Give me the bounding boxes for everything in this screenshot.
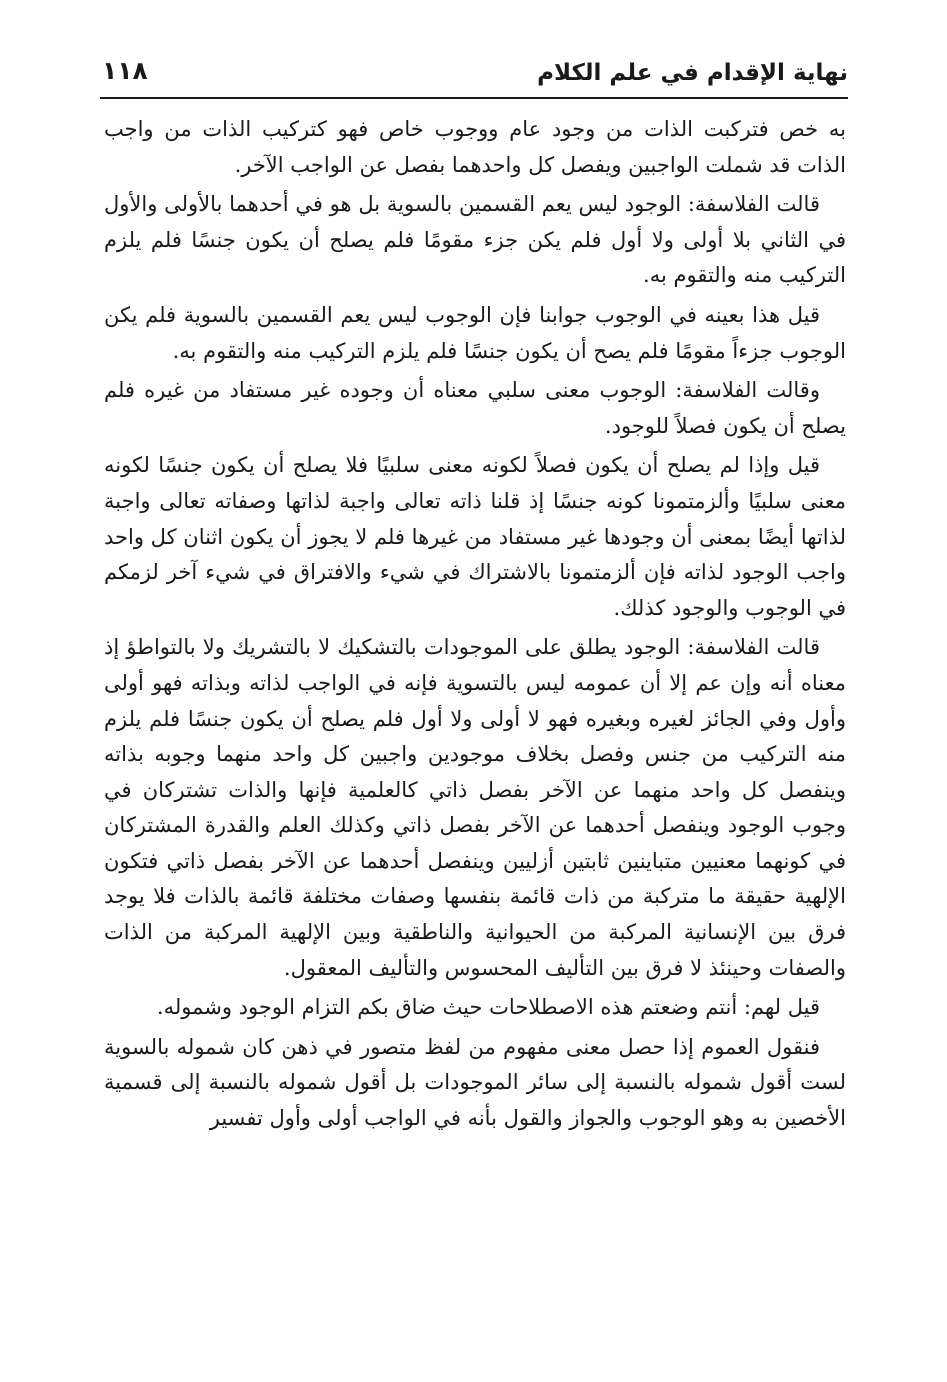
paragraph: قيل هذا بعينه في الوجوب جوابنا فإن الوجوب ليس يعم القسمين بالسوية فلم يكن الوجوب جزءاً مقومًا فلم يصح أن يكون جنسًا فلم يلزم التركيب منه والتقوم به.: [104, 302, 846, 363]
page-body: [104, 112, 846, 1141]
paragraph: قيل لهم: أنتم وضعتم هذه الاصطلاحات حيث ضاق بكم التزام الوجود وشموله.: [156, 995, 820, 1020]
header-divider: [100, 97, 848, 99]
paragraph: قيل وإذا لم يصلح أن يكون فصلاً لكونه معنى سلبيًا فلا يصلح أن يكون جنسًا لكونه معنى سلبيًا وألزمتمونا كونه جنسًا إذ قلنا ذاته تعالى واجبة لذاتها وصفاته تعالى واجبة لذاتها أيضًا بمعنى أن وجودها غير مستفاد من غيرها فلم لا يجوز أن يكون اثنان كل واحد واجب الوجود لذاته فإن ألزمتمونا بالاشتراك في شيء والافتراق في شيء آخر لزمكم في الوجوب والوجود كذلك.: [104, 453, 846, 620]
paragraph: قالت الفلاسفة: الوجود يطلق على الموجودات بالتشكيك لا بالتشريك ولا بالتواطؤ إذ معناه أنه وإن عم إلا أن عمومه ليس بالتسوية فإنه في الواجب لذاته وبذاته فهو أولى وأول وفي الجائز لغيره وبغيره فهو لا أولى ولا أول فلم يصلح أن يكون جنسًا فلم يلزم منه التركيب من جنس وفصل بخلاف موجودين واجبين كل واحد منهما وجوبه بذاته وينفصل كل واحد منهما عن الآخر بفصل ذاتي كالعلمية فإنها والذات تشتركان في وجوب الوجود وينفصل أحدهما عن الآخر بفصل ذاتي وكذلك العلم والقدرة المشتركان في كونهما معنيين متباينين ثابتين أزليين وينفصل أحدهما عن الآخر بفصل ذاتي فتكون الإلهية حقيقة ما متركبة من ذات قائمة بنفسها وصفات مختلفة قائمة بالذات فلا يوجد فرق بين الإنسانية المركبة من الحيوانية والناطقية وبين الإلهية المركبة من الذات والصفات وحينئذ لا فرق بين التأليف المحسوس والتأليف المعقول.: [104, 635, 846, 980]
paragraph: به خص فتركبت الذات من وجود عام ووجوب خاص فهو كتركيب الذات من واجب الذات قد شملت الواجبين ويفصل كل واحدهما بفصل عن الواجب الآخر.: [104, 117, 846, 177]
paragraph: فنقول العموم إذا حصل معنى مفهوم من لفظ متصور في ذهن كان شموله بالسوية لست أقول شموله بالنسبة إلى سائر الموجودات بل أقول شموله بالنسبة إلى قسمية الأخصين به وهو الوجوب والجواز والقول بأنه في الواجب أولى وأول تفسير: [104, 1034, 846, 1131]
book-title: نهاية الإقدام في علم الكلام: [537, 60, 848, 86]
running-header: [100, 52, 848, 96]
paragraph: وقالت الفلاسفة: الوجوب معنى سلبي معناه أن وجوده غير مستفاد من غيره فلم يصلح أن يكون فصلاً للوجود.: [104, 378, 846, 438]
page-number: ١١٨: [102, 56, 148, 85]
paragraph: قالت الفلاسفة: الوجود ليس يعم القسمين بالسوية بل هو في أحدهما بالأولى والأول في الثاني بلا أولى ولا أول فلم يكن جزء مقومًا فلم يصلح أن يكون جنسًا فلم يلزم التركيب منه والتقوم به.: [104, 192, 846, 288]
